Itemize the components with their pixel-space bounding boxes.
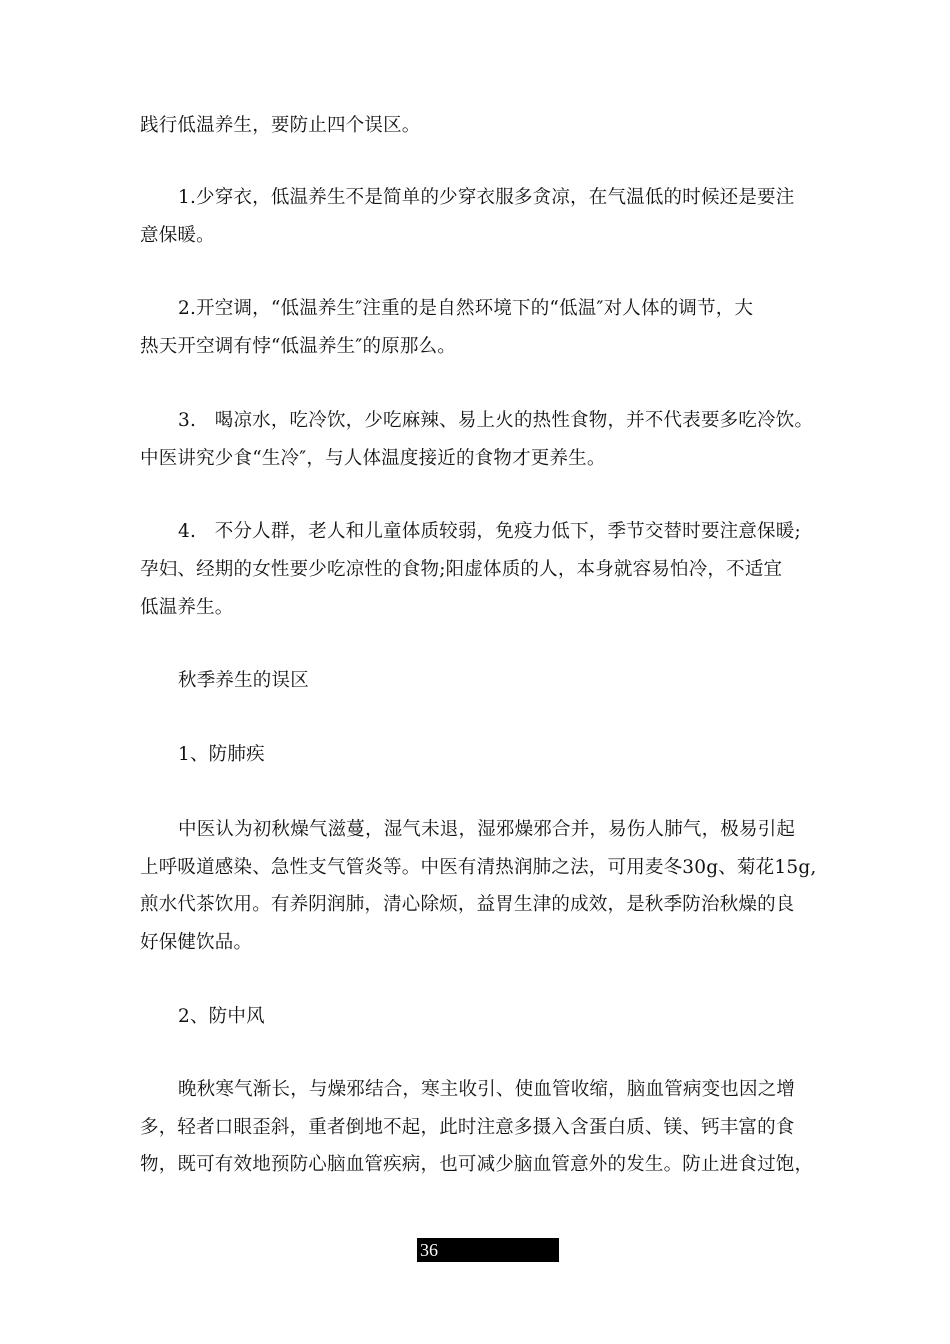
subsection-1-line-3: 煎水代茶饮用。有养阴润肺，清心除烦，益胃生津的成效，是秋季防治秋燥的良: [140, 894, 795, 915]
page-number: 36: [417, 1238, 559, 1262]
item-4-line-3: 低温养生。: [140, 597, 234, 618]
item-4-line-2: 孕妇、经期的女性要少吃凉性的食物;阳虚体质的人，本身就容易怕冷，不适宜: [140, 559, 783, 580]
section-title: 秋季养生的误区: [178, 670, 309, 691]
subsection-1-title: 1、防肺疾: [178, 744, 265, 765]
subsection-1-line-4: 好保健饮品。: [140, 932, 253, 953]
item-1-line-1: 1.少穿衣，低温养生不是简单的少穿衣服多贪凉，在气温低的时候还是要注: [178, 187, 795, 208]
item-3-line-2: 中医讲究少食“生冷″，与人体温度接近的食物才更养生。: [140, 448, 606, 469]
item-2-line-2: 热天开空调有悖“低温养生″的原那么。: [140, 336, 456, 357]
item-2-line-1: 2.开空调，“低温养生″注重的是自然环境下的“低温″对人体的调节，大: [178, 298, 754, 319]
item-3-line-1: 3. 喝凉水，吃冷饮，少吃麻辣、易上火的热性食物，并不代表要多吃冷饮。: [178, 410, 814, 431]
subsection-1-line-1: 中医认为初秋燥气滋蔓，湿气未退，湿邪燥邪合并，易伤人肺气，极易引起: [178, 819, 796, 840]
subsection-2-title: 2、防中风: [178, 1006, 265, 1027]
subsection-2-line-3: 物，既可有效地预防心脑血管疾病，也可减少脑血管意外的发生。防止进食过饱，: [140, 1154, 814, 1175]
item-4-line-1: 4. 不分人群，老人和儿童体质较弱，免疫力低下，季节交替时要注意保暖;: [178, 521, 801, 542]
item-1-line-2: 意保暖。: [140, 225, 215, 246]
subsection-1-line-2: 上呼吸道感染、急性支气管炎等。中医有清热润肺之法，可用麦冬30g、菊花15g,: [140, 857, 817, 878]
subsection-2-line-2: 多，轻者口眼歪斜，重者倒地不起，此时注意多摄入含蛋白质、镁、钙丰富的食: [140, 1117, 795, 1138]
subsection-2-line-1: 晚秋寒气渐长，与燥邪结合，寒主收引、使血管收缩，脑血管病变也因之增: [178, 1079, 796, 1100]
intro-paragraph: 践行低温养生，要防止四个误区。: [140, 115, 421, 136]
